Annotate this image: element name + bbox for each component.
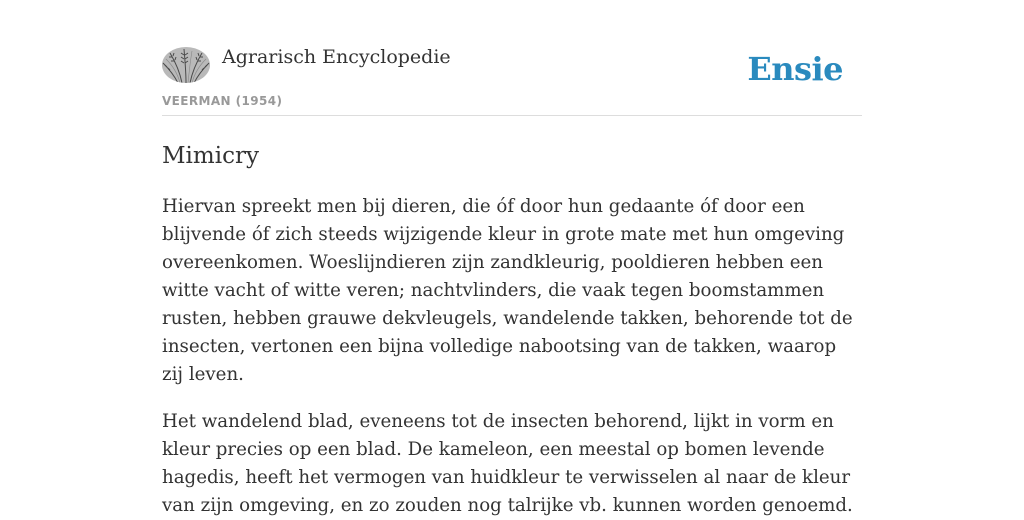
- source-header: [162, 44, 862, 116]
- brand-logo-link[interactable]: Ensie: [747, 50, 843, 88]
- article-title: Mimicry: [162, 143, 259, 169]
- source-name[interactable]: Agrarisch Encyclopedie: [222, 46, 451, 68]
- wheat-ears-icon: [162, 47, 210, 83]
- article-container: [162, 44, 862, 520]
- article-paragraph: Hiervan spreekt men bij dieren, die óf door hun gedaante óf door een blijvende óf zich steeds wijzigende kleur in grote mate met hun omgeving overeenkomen. Woeslijndieren zijn zandkleurig, pooldieren hebben een witte vacht of witte veren; nachtvlinders, die vaak tegen boomstammen rusten, hebben grauwe dekvleugels, wandelende takken, behorende tot de insecten, vertonen een bijna volledige nabootsing van de takken, waarop zij leven.: [162, 196, 853, 385]
- article-paragraph: Het wandelend blad, eveneens tot de insecten behorend, lijkt in vorm en kleur precies op een blad. De kameleon, een meestal op bomen levende hagedis, heeft het vermogen van huidkleur te verwisselen al naar de kleur van zijn omgeving, en zo zouden nog talrijke vb. kunnen worden genoemd.: [162, 411, 853, 516]
- edition-label: VEERMAN (1954): [162, 94, 283, 108]
